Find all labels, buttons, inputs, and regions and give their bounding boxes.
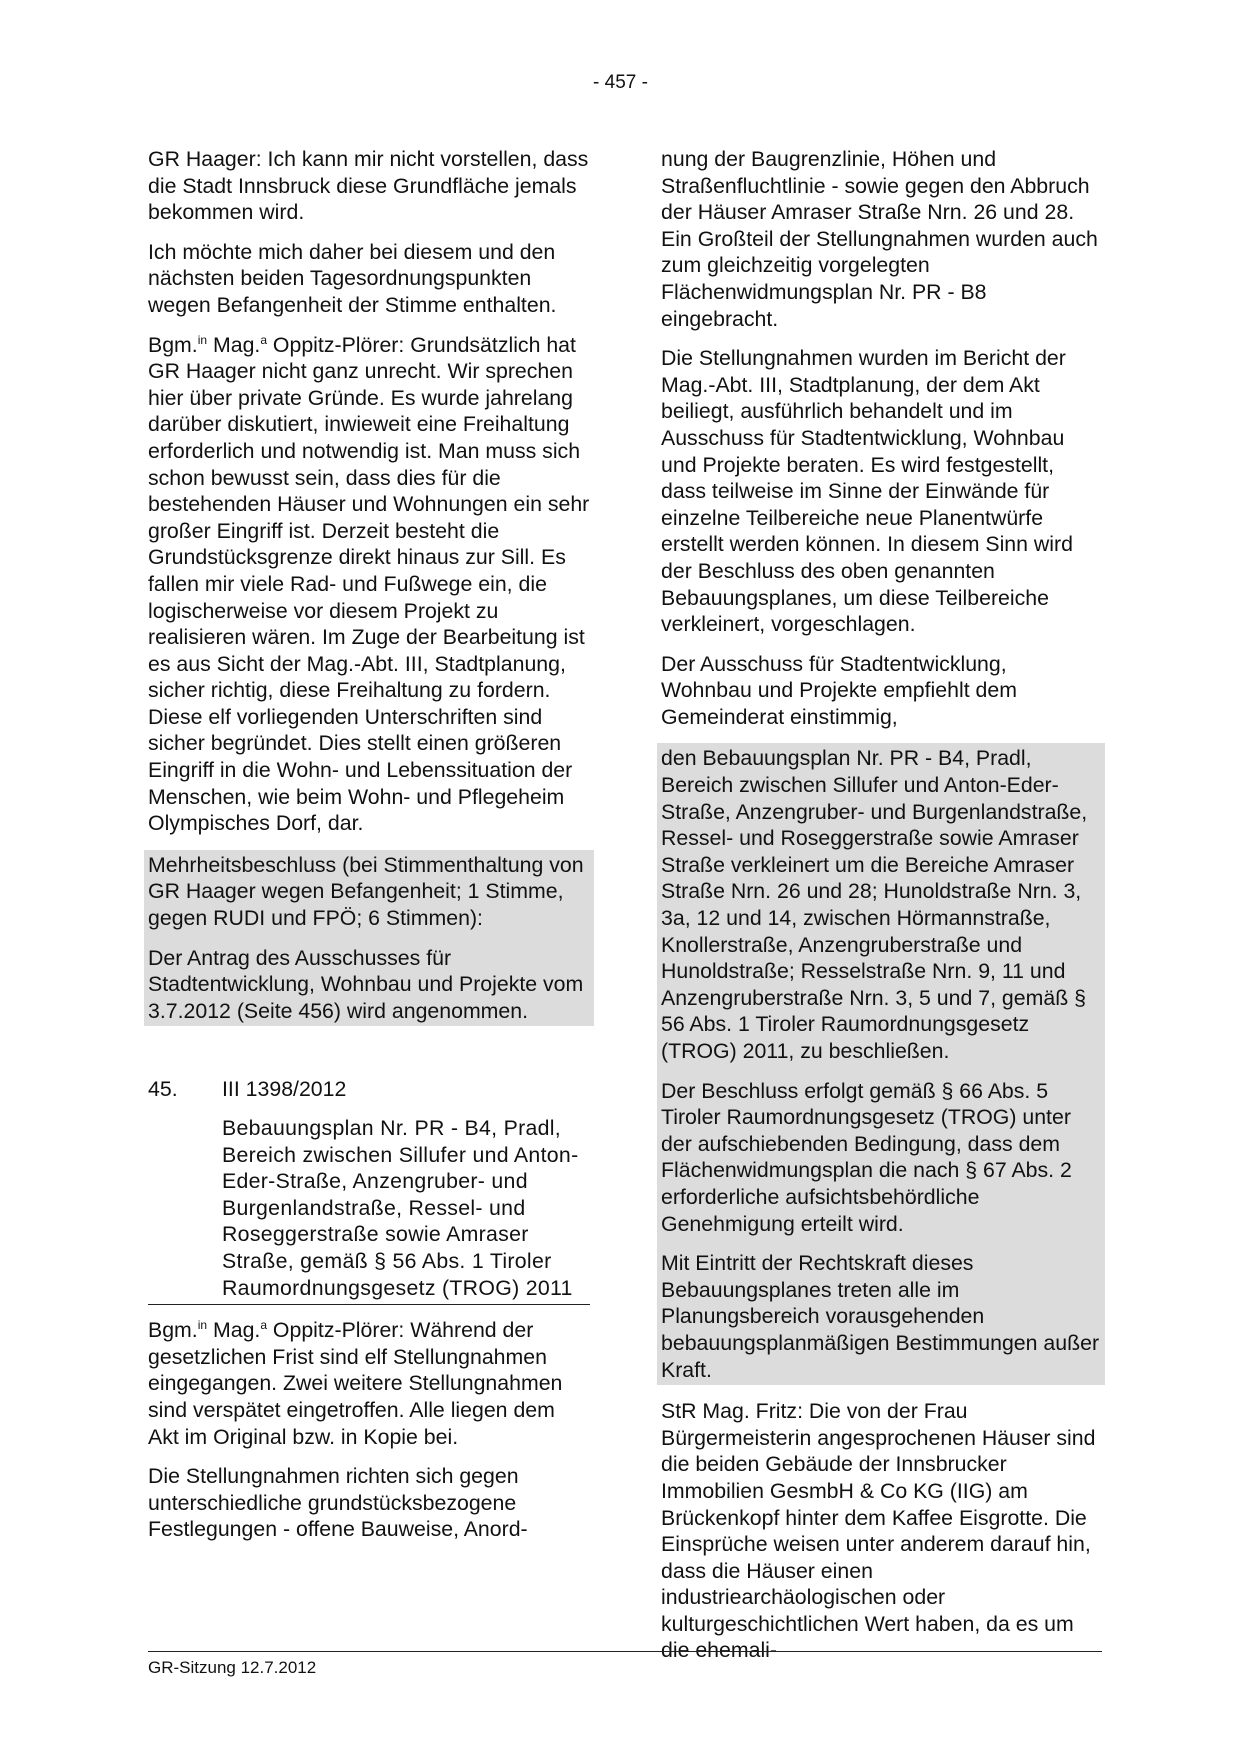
statement-text: Oppitz-Plörer: Während der gesetzlichen Frist sind elf Stellungnahmen eingegangen. Zwei weitere Stellungnahmen sind verspätet eingetroffen. Alle liegen dem Akt im Original bzw. in Kopie bei. — [148, 1318, 563, 1449]
right-column — [661, 146, 1101, 1677]
superscript: a — [260, 1318, 268, 1333]
footer-divider — [148, 1651, 1102, 1652]
agenda-item-reference: III 1398/2012 — [222, 1077, 347, 1102]
agenda-item-title: Bebauungsplan Nr. PR - B4, Pradl, Bereich zwischen Sillufer und Anton-Eder-Straße, Anzengruber- und Burgenlandstraße, Ressel- und Roseggerstraße sowie Amraser Straße, gemäß § 56 Abs. 1 Tiroler Raumordnungsgesetz (TROG) 2011 — [222, 1116, 579, 1300]
page-number: - 457 - — [593, 72, 648, 93]
motion-effect: Mit Eintritt der Rechtskraft dieses Bebauungsplanes treten alle im Planungsbereich vorausgehenden bebauungsplanmäßigen Bestimmungen außer Kraft. — [661, 1251, 1100, 1382]
paragraph-fritz: StR Mag. Fritz: Die von der Frau Bürgermeisterin angesprochenen Häuser sind die beiden Gebäude der Innsbrucker Immobilien GesmbH & Co KG (IIG) am Brückenkopf hinter dem Kaffee Eisgrotte. Die Einsprüche weisen unter anderem darauf hin, dass die Häuser einen industriearchäologischen oder kulturgeschichtlichen Wert haben, da es um die ehemali- — [661, 1399, 1096, 1663]
paragraph-abstention: Ich möchte mich daher bei diesem und den nächsten beiden Tagesordnungspunkten wegen Befangenheit der Stimme enthalten. — [148, 239, 557, 317]
paragraph-continuation: nung der Baugrenzlinie, Höhen und Straßenfluchtlinie - sowie gegen den Abbruch der Häuser Amraser Straße Nrn. 26 und 28. Ein Großteil der Stellungnahmen wurden auch zum gleichzeitig vorgelegten Flächenwidmungsplan Nr. PR - B8 eingebracht. — [661, 147, 1098, 331]
speaker-title: Mag. — [207, 332, 261, 357]
left-column — [148, 146, 590, 1556]
motion-text: den Bebauungsplan Nr. PR - B4, Pradl, Bereich zwischen Sillufer und Anton-Eder-Straße, Anzengruber- und Burgenlandstraße, Ressel- und Roseggerstraße sowie Amraser Straße verkleinert um die Bereiche Amraser Straße Nrn. 26 und 28; Hunoldstraße Nrn. 3, 3a, 12 und 14, zwischen Hörmannstraße, Knollerstraße, Anzengruberstraße und Hunoldstraße; Resselstraße Nrn. 9, 11 und Anzengruberstraße Nrn. 3, 5 und 7, gemäß § 56 Abs. 1 Tiroler Raumordnungsgesetz (TROG) 2011, zu beschließen. — [661, 746, 1088, 1063]
speaker-title: Bgm. — [148, 332, 198, 357]
decision-box — [144, 850, 594, 1027]
footer-session: GR-Sitzung 12.7.2012 — [148, 1658, 317, 1677]
paragraph-committee: Der Ausschuss für Stadtentwicklung, Wohnbau und Projekte empfiehlt dem Gemeinderat einstimmig, — [661, 651, 1017, 729]
agenda-item — [148, 1076, 590, 1305]
divider — [148, 1304, 590, 1305]
speaker-title: Mag. — [207, 1318, 261, 1343]
superscript: a — [260, 332, 268, 347]
agenda-item-number: 45. — [148, 1077, 178, 1102]
decision-result: Der Antrag des Ausschusses für Stadtentwicklung, Wohnbau und Projekte vom 3.7.2012 (Seite 456) wird angenommen. — [148, 945, 584, 1023]
paragraph-mayor-statement-2 — [148, 1317, 590, 1450]
paragraph-objections: Die Stellungnahmen richten sich gegen unterschiedliche grundstücksbezogene Festlegungen - offene Bauweise, Anord- — [148, 1464, 528, 1542]
motion-box — [657, 743, 1105, 1385]
paragraph-haager: GR Haager: Ich kann mir nicht vorstellen, dass die Stadt Innsbruck diese Grundfläche jemals bekommen wird. — [148, 147, 589, 225]
speaker-title: Bgm. — [148, 1318, 198, 1343]
paragraph-report: Die Stellungnahmen wurden im Bericht der Mag.-Abt. III, Stadtplanung, der dem Akt beiliegt, ausführlich behandelt und im Ausschuss für Stadtentwicklung, Wohnbau und Projekte beraten. Es wird festgestellt, dass teilweise im Sinne der Einwände für einzelne Teilbereiche neue Planentwürfe erstellt werden können. In diesem Sinn wird der Beschluss des oben genannten Bebauungsplanes, um diese Teilbereiche verkleinert, vorgeschlagen. — [661, 346, 1073, 637]
superscript: in — [197, 332, 208, 347]
motion-condition: Der Beschluss erfolgt gemäß § 66 Abs. 5 Tiroler Raumordnungsgesetz (TROG) unter der aufschiebenden Bedingung, dass dem Flächenwidmungsplan die nach § 67 Abs. 2 erforderliche aufsichtsbehördliche Genehmigung erteilt wird. — [661, 1078, 1072, 1236]
statement-text: Oppitz-Plörer: Grundsätzlich hat GR Haager nicht ganz unrecht. Wir sprechen hier über private Gründe. Es wurde jahrelang darüber diskutiert, inwieweit eine Freihaltung erforderlich und notwendig ist. Man muss sich schon bewusst sein, dass dies für die bestehenden Häuser und Wohnungen ein sehr großer Eingriff ist. Derzeit besteht die Grundstücksgrenze direkt hinaus zur Sill. Es fallen mir viele Rad- und Fußwege ein, die logischerweise vor diesem Projekt zu realisieren wären. Im Zuge der Bearbeitung ist es aus Sicht der Mag.-Abt. III, Stadtplanung, sicher richtig, diese Freihaltung zu fordern. Diese elf vorliegenden Unterschriften sind sicher begründet. Dies stellt einen größeren Eingriff in die Wohn- und Lebenssituation der Menschen, wie beim Wohn- und Pflegeheim Olympisches Dorf, dar. — [148, 332, 590, 836]
paragraph-mayor-statement — [148, 332, 590, 837]
superscript: in — [197, 1318, 208, 1333]
decision-vote: Mehrheitsbeschluss (bei Stimmenthaltung von GR Haager wegen Befangenheit; 1 Stimme, gegen RUDI und FPÖ; 6 Stimmen): — [148, 852, 584, 931]
